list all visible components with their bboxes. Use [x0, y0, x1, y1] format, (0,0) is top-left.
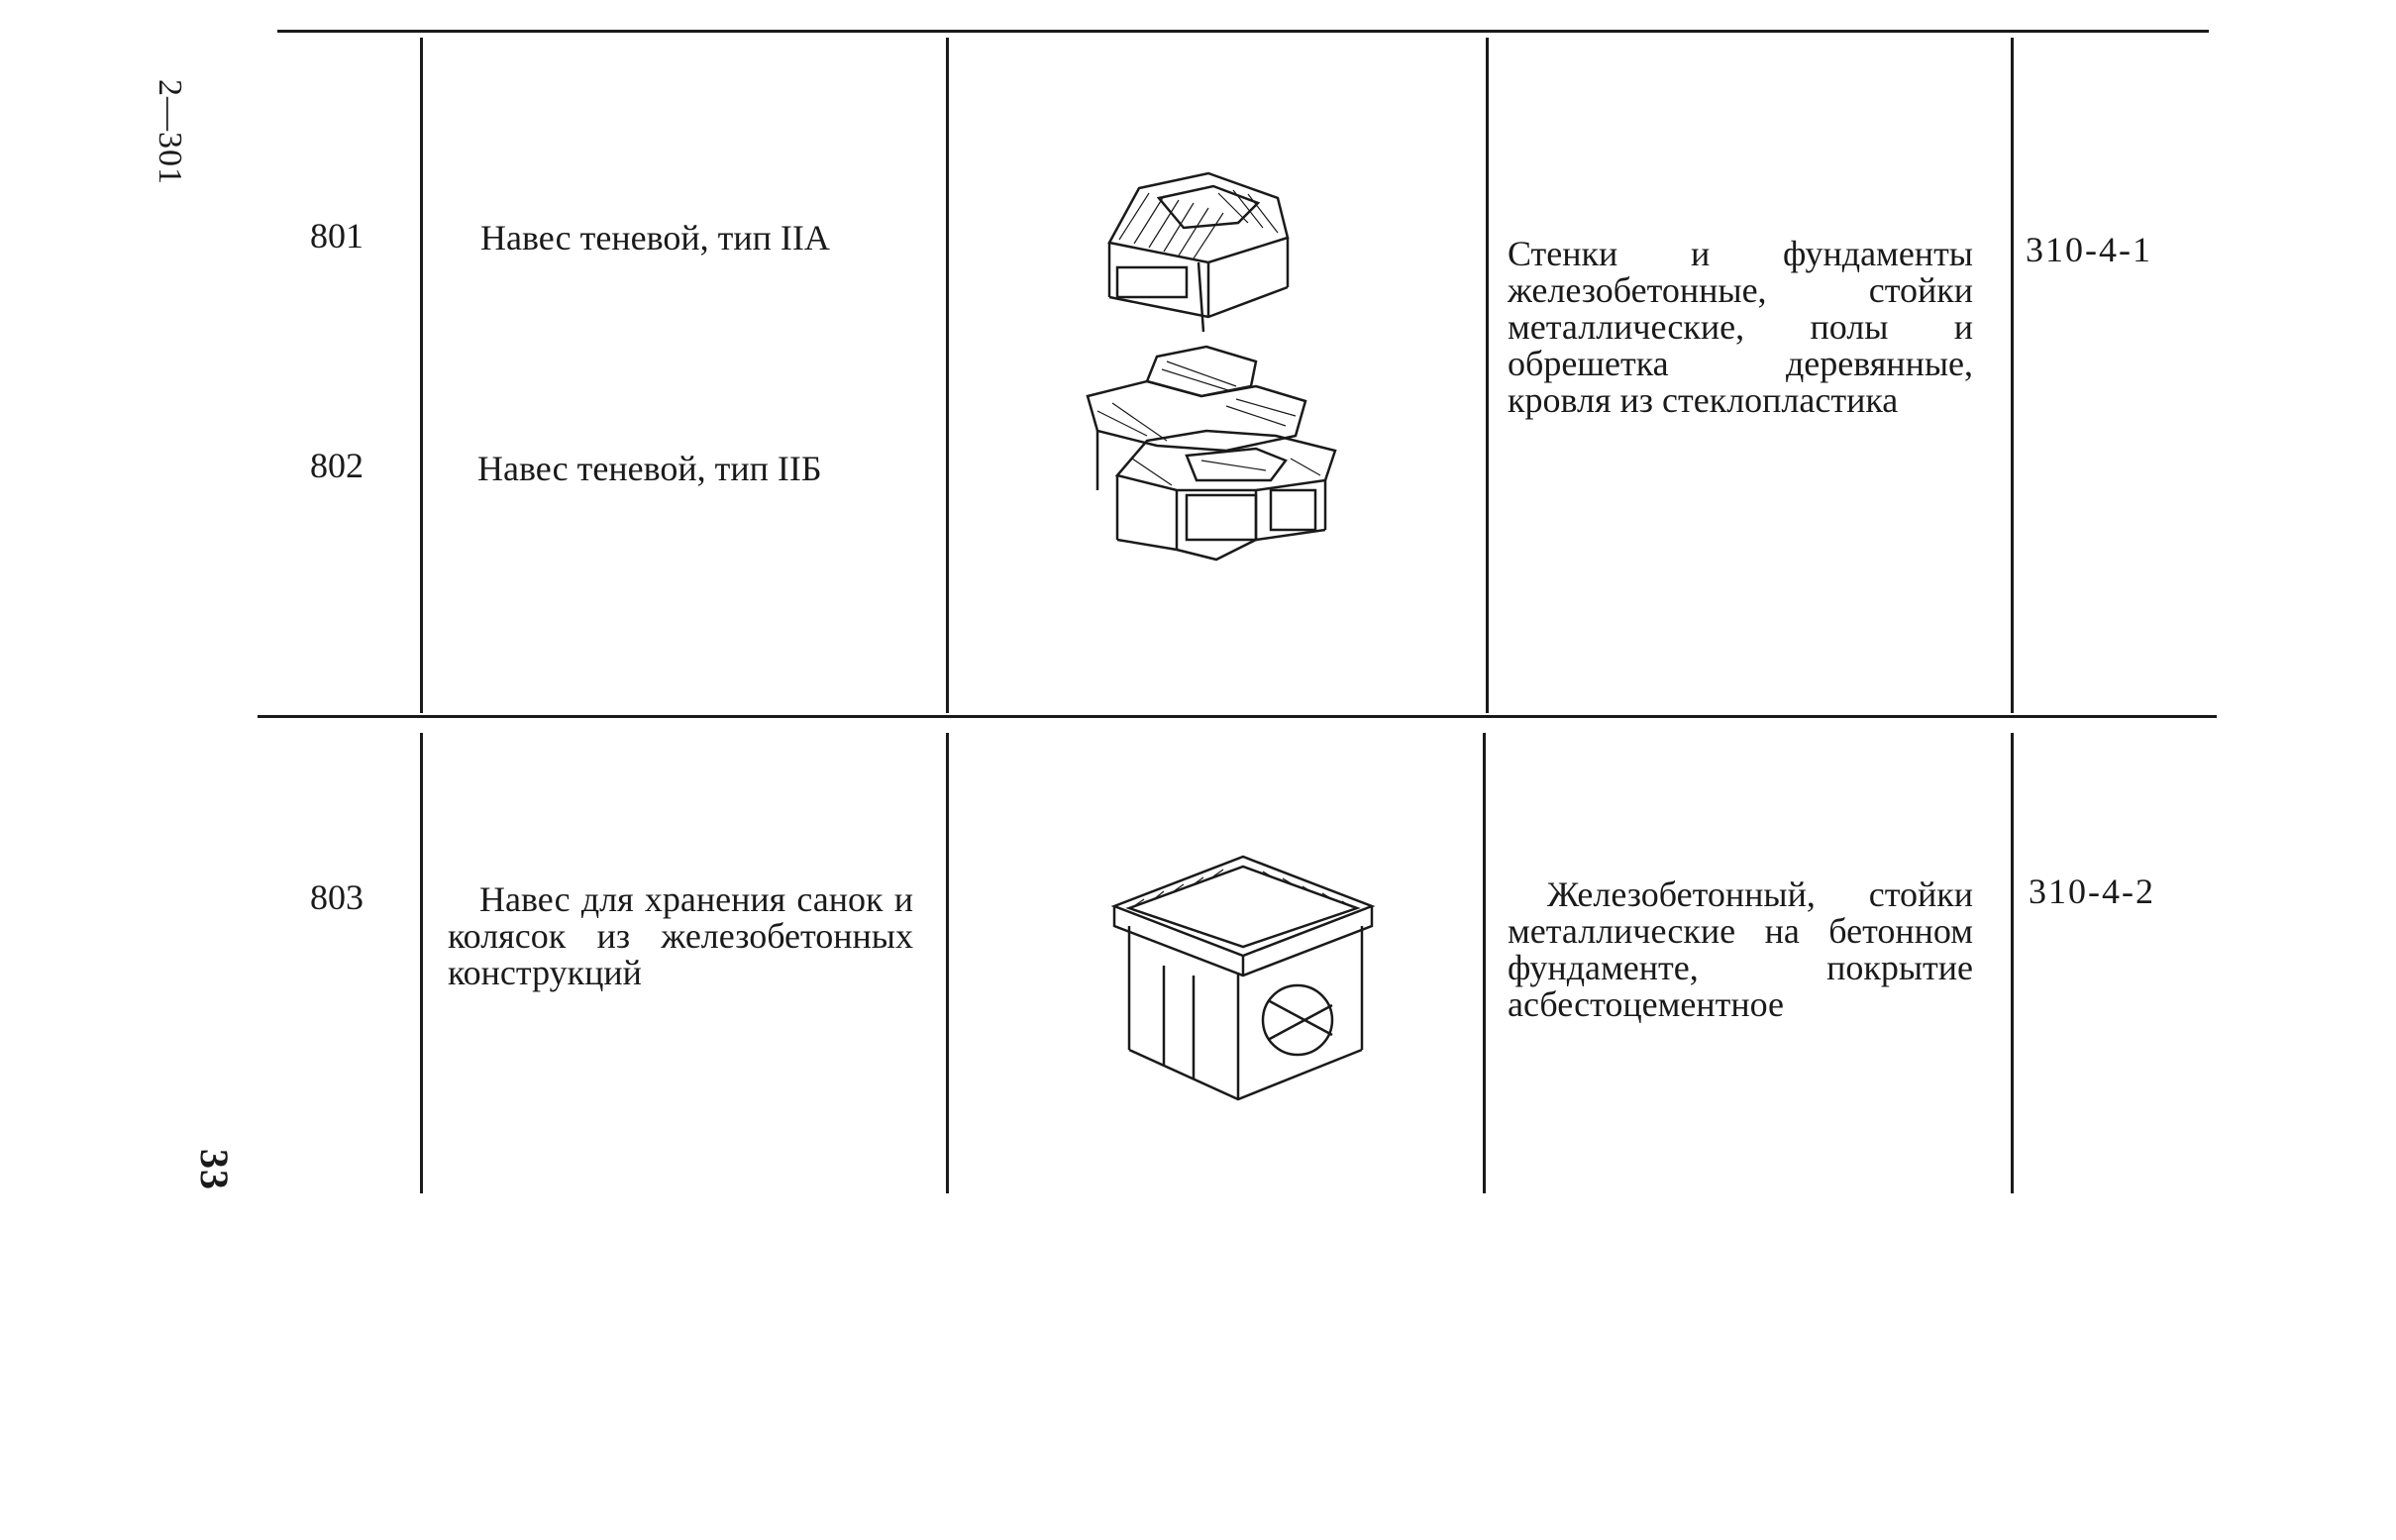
row-divider-rule [258, 715, 2217, 718]
column-rule [420, 733, 423, 1193]
item-name: Навес теневой, тип IIБ [477, 449, 822, 488]
storage-canopy-illustration [1109, 852, 1377, 1109]
column-rule [2011, 733, 2014, 1193]
column-rule [1486, 38, 1489, 713]
item-number: 802 [310, 446, 364, 485]
table-top-rule [277, 30, 2209, 33]
column-rule [946, 38, 949, 713]
column-rule [946, 733, 949, 1193]
item-name: Навес теневой, тип IIА [480, 218, 830, 257]
project-code: 310-4-1 [2026, 230, 2152, 269]
item-description: Стенки и фундаменты железобетонные, стойки металлические, полы и обрешетка деревянные, кровля из стеклопластика [1508, 234, 1973, 420]
item-name: Навес для хранения санок и колясок из железобетонных конструкций [448, 879, 913, 992]
side-code: 2—301 [152, 79, 188, 185]
column-rule [1483, 733, 1486, 1193]
project-code: 310-4-2 [2029, 872, 2155, 911]
hexagonal-shade-canopy-cluster-illustration [1078, 342, 1355, 565]
item-number: 801 [310, 216, 364, 256]
page-number: 33 [192, 1149, 237, 1190]
hexagonal-shade-canopy-illustration [1090, 168, 1307, 337]
column-rule [2011, 38, 2014, 713]
column-rule [420, 38, 423, 713]
item-number: 803 [310, 877, 364, 917]
item-description: Железобетонный, стойки металлические на бетонном фундаменте, покрытие асбестоцементное [1508, 874, 1973, 1024]
